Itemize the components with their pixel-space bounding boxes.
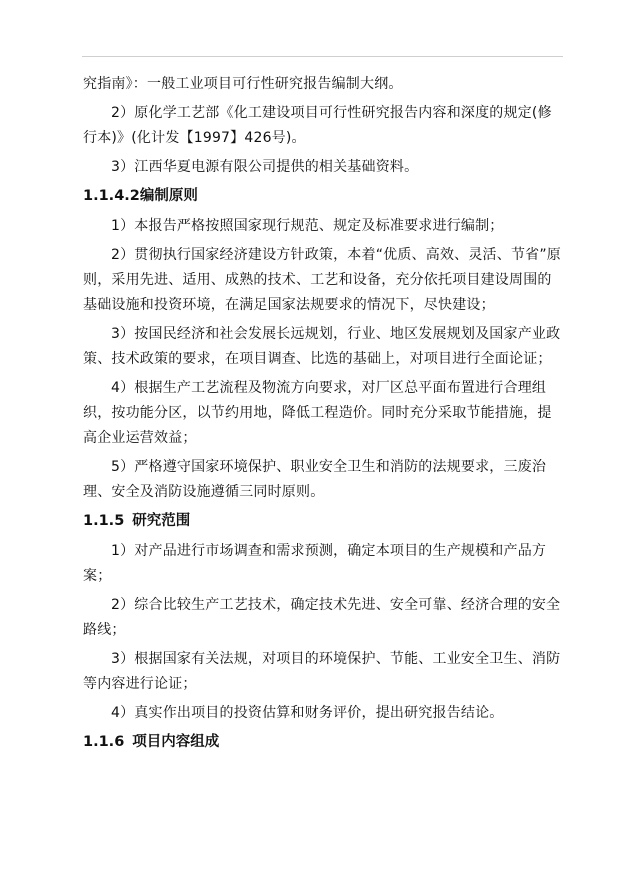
paragraph-guide-reference: 究指南》：一般工业项目可行性研究报告编制大纲。 [83, 76, 403, 92]
list-item: 2）贯彻执行国家经济建设方针政策，本着“优质、高效、灵活、节省”原则，采用先进、适用、成熟的技术、工艺和设备，充分依托项目建设周围的基础设施和投资环境，在满足国家法规要求的情况下，尽快建设； [83, 247, 562, 313]
section-title: 研究范围 [132, 513, 191, 529]
document-body [83, 72, 563, 760]
list-item: 1）本报告严格按照国家现行规范、规定及标准要求进行编制； [111, 218, 504, 234]
section-heading-1142 [83, 184, 563, 209]
paragraph-chemical-ministry-reference: 2）原化学工艺部《化工建设项目可行性研究报告内容和深度的规定(修行本)》(化计发【1997】426号)。 [83, 105, 552, 146]
paragraph-basic-data-reference: 3）江西华夏电源有限公司提供的相关基础资料。 [111, 159, 419, 175]
list-item: 4）根据生产工艺流程及物流方向要求，对厂区总平面布置进行合理组织，按功能分区，以节约用地，降低工程造价。同时充分采取节能措施，提高企业运营效益； [83, 380, 552, 446]
list-item: 5）严格遵守国家环境保护、职业安全卫生和消防的法规要求，三废治理、安全及消防设施遵循三同时原则。 [83, 459, 547, 500]
section-heading-115 [83, 509, 563, 534]
section-number: 1.1.5 [83, 513, 125, 529]
list-item: 3）根据国家有关法规，对项目的环境保护、节能、工业安全卫生、消防等内容进行论证； [83, 651, 561, 692]
section-number: 1.1.6 [83, 734, 125, 750]
section-heading-116 [83, 730, 563, 755]
list-item: 4）真实作出项目的投资估算和财务评价，提出研究报告结论。 [111, 705, 504, 721]
section-title: 项目内容组成 [132, 734, 220, 750]
list-item: 2）综合比较生产工艺技术，确定技术先进、安全可靠、经济合理的安全路线； [83, 597, 561, 638]
list-item: 1）对产品进行市场调查和需求预测，确定本项目的生产规模和产品方案； [83, 543, 547, 584]
section-number: 1.1.4.2 [83, 188, 140, 204]
page-header-rule [82, 56, 563, 57]
list-item: 3）按国民经济和社会发展长远规划，行业、地区发展规划及国家产业政策、技术政策的要求，在项目调查、比选的基础上，对项目进行全面论证； [83, 326, 561, 367]
section-title: 编制原则 [139, 188, 198, 204]
